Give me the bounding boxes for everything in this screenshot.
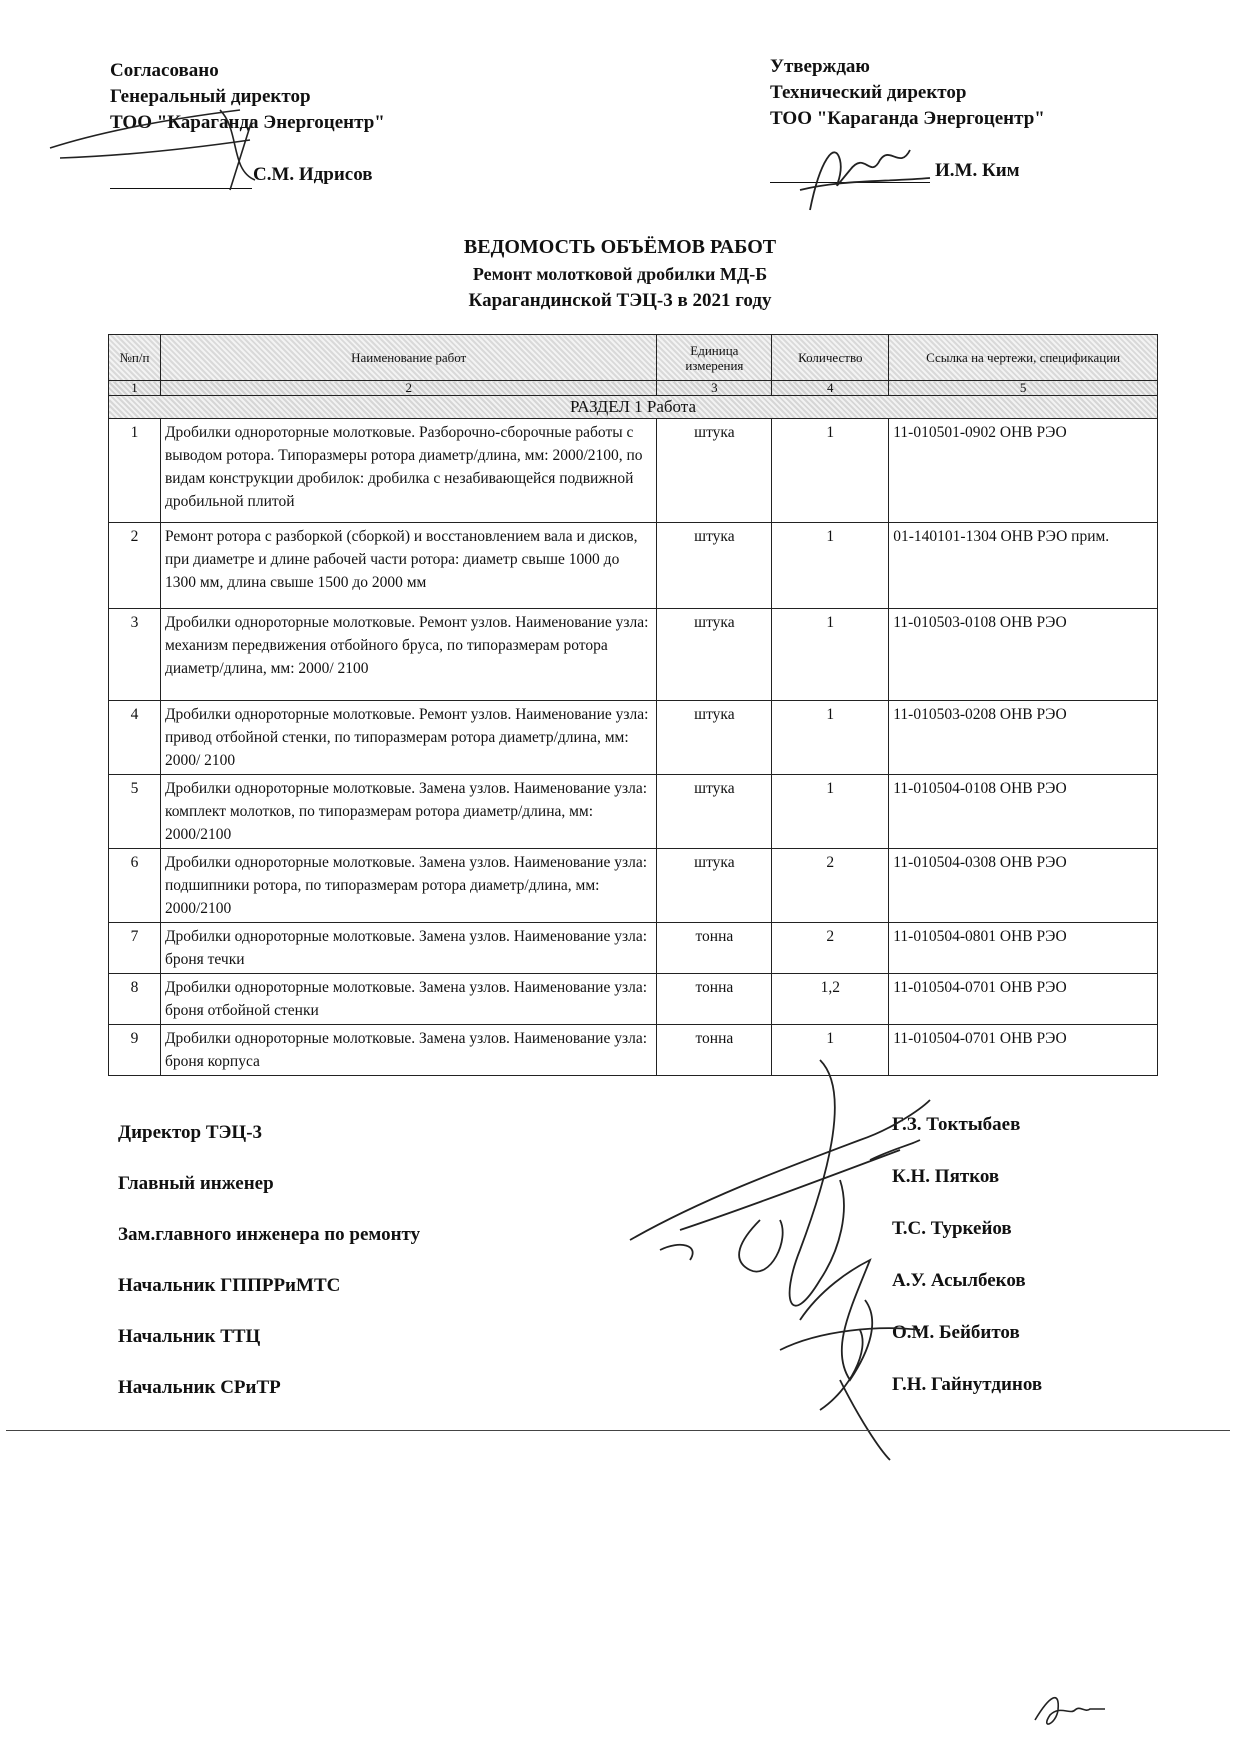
signatory-name: О.М. Бейбитов <box>892 1322 1020 1343</box>
row-quantity: 1 <box>772 1025 889 1076</box>
row-unit: штука <box>657 609 772 701</box>
row-unit: штука <box>657 419 772 523</box>
row-unit: штука <box>657 523 772 609</box>
signer-right: И.М. Ким <box>935 160 1020 181</box>
approval-company: ТОО "Караганда Энергоцентр" <box>770 108 1045 129</box>
row-quantity: 1 <box>772 775 889 849</box>
table-row <box>109 923 1158 974</box>
header-unit: Единица измерения <box>657 335 772 381</box>
page-divider <box>6 1430 1230 1431</box>
row-number: 9 <box>109 1025 161 1076</box>
table-row <box>109 974 1158 1025</box>
row-reference: 11-010503-0208 ОНВ РЭО <box>889 701 1158 775</box>
approval-company: ТОО "Караганда Энергоцентр" <box>110 112 385 133</box>
row-quantity: 1,2 <box>772 974 889 1025</box>
row-reference: 11-010504-0701 ОНВ РЭО <box>889 974 1158 1025</box>
header-reference: Ссылка на чертежи, спецификации <box>889 335 1158 381</box>
signatory-position: Главный инженер <box>118 1173 274 1194</box>
header-quantity: Количество <box>772 335 889 381</box>
signatory-position: Начальник ГППРРиМТС <box>118 1275 341 1296</box>
row-work-name: Дробилки однороторные молотковые. Ремонт узлов. Наименование узла: привод отбойной стенки, по типоразмерам ротора диаметр/длина, мм: 2000/ 2100 <box>160 701 656 775</box>
signatory-name: Т.С. Туркейов <box>892 1218 1012 1239</box>
row-unit: тонна <box>657 923 772 974</box>
row-work-name: Дробилки однороторные молотковые. Замена узлов. Наименование узла: комплект молотков, по типоразмерам ротора диаметр/длина, мм: 2000/2100 <box>160 775 656 849</box>
row-unit: штука <box>657 849 772 923</box>
row-number: 6 <box>109 849 161 923</box>
document-subtitle-2: Карагандинской ТЭЦ-3 в 2021 году <box>468 290 772 311</box>
approval-position: Технический директор <box>770 82 967 103</box>
header-number: №п/п <box>109 335 161 381</box>
approval-label: Утверждаю <box>770 56 870 77</box>
page-initials <box>1030 1685 1110 1735</box>
row-number: 4 <box>109 701 161 775</box>
row-unit: тонна <box>657 1025 772 1076</box>
signatory-name: К.Н. Пятков <box>892 1166 1000 1187</box>
row-work-name: Дробилки однороторные молотковые. Замена узлов. Наименование узла: броня течки <box>160 923 656 974</box>
row-number: 2 <box>109 523 161 609</box>
table-row <box>109 609 1158 701</box>
row-quantity: 2 <box>772 849 889 923</box>
row-unit: штука <box>657 701 772 775</box>
row-unit: штука <box>657 775 772 849</box>
row-work-name: Дробилки однороторные молотковые. Разборочно-сборочные работы с выводом ротора. Типоразмеры ротора диаметр/длина, мм: 2000/2100, по видам конструкции дробилок: дробилка с незабивающейся подвижной дробильной плитой <box>160 419 656 523</box>
row-quantity: 1 <box>772 701 889 775</box>
document-subtitle: Ремонт молотковой дробилки МД-Б <box>472 264 768 284</box>
row-number: 1 <box>109 419 161 523</box>
row-work-name: Дробилки однороторные молотковые. Замена узлов. Наименование узла: подшипники ротора, по типоразмерам ротора диаметр/длина, мм: 2000/2100 <box>160 849 656 923</box>
row-reference: 01-140101-1304 ОНВ РЭО прим. <box>889 523 1158 609</box>
table-row <box>109 419 1158 523</box>
table-col-number-row <box>109 381 1158 396</box>
approval-label: Согласовано <box>110 60 219 81</box>
col-number: 2 <box>160 381 656 396</box>
signer-left: С.М. Идрисов <box>253 164 373 185</box>
row-reference: 11-010503-0108 ОНВ РЭО <box>889 609 1158 701</box>
signatures-footer <box>620 1050 950 1470</box>
signature-right <box>780 120 940 220</box>
col-number: 3 <box>657 381 772 396</box>
table-header-row <box>109 335 1158 381</box>
row-reference: 11-010504-0108 ОНВ РЭО <box>889 775 1158 849</box>
row-work-name: Ремонт ротора с разборкой (сборкой) и восстановлением вала и дисков, при диаметре и длине рабочей части ротора: диаметр свыше 1000 до 1300 мм, длина свыше 1500 до 2000 мм <box>160 523 656 609</box>
row-unit: тонна <box>657 974 772 1025</box>
work-volume-table <box>108 334 1158 1076</box>
row-reference: 11-010504-0801 ОНВ РЭО <box>889 923 1158 974</box>
col-number: 1 <box>109 381 161 396</box>
header-work-name: Наименование работ <box>160 335 656 381</box>
col-number: 5 <box>889 381 1158 396</box>
table-row <box>109 701 1158 775</box>
row-reference: 11-010501-0902 ОНВ РЭО <box>889 419 1158 523</box>
row-quantity: 1 <box>772 523 889 609</box>
row-work-name: Дробилки однороторные молотковые. Замена узлов. Наименование узла: броня корпуса <box>160 1025 656 1076</box>
row-work-name: Дробилки однороторные молотковые. Ремонт узлов. Наименование узла: механизм передвижения отбойного бруса, по типоразмерам ротора диаметр/длина, мм: 2000/ 2100 <box>160 609 656 701</box>
row-reference: 11-010504-0308 ОНВ РЭО <box>889 849 1158 923</box>
table-row <box>109 849 1158 923</box>
document-title: ВЕДОМОСТЬ ОБЪЁМОВ РАБОТ <box>463 236 777 258</box>
col-number: 4 <box>772 381 889 396</box>
signature-left <box>40 80 280 200</box>
section-row <box>109 396 1158 419</box>
row-number: 3 <box>109 609 161 701</box>
row-quantity: 2 <box>772 923 889 974</box>
signatory-position: Директор ТЭЦ-3 <box>118 1122 263 1143</box>
signatory-name: Г.Н. Гайнутдинов <box>892 1374 1043 1395</box>
signatory-position: Начальник СРиТР <box>118 1377 281 1398</box>
row-reference: 11-010504-0701 ОНВ РЭО <box>889 1025 1158 1076</box>
row-work-name: Дробилки однороторные молотковые. Замена узлов. Наименование узла: броня отбойной стенки <box>160 974 656 1025</box>
signatory-position: Зам.главного инженера по ремонту <box>118 1224 421 1245</box>
signatory-name: Г.З. Токтыбаев <box>892 1114 1021 1135</box>
row-number: 5 <box>109 775 161 849</box>
signatory-name: А.У. Асылбеков <box>892 1270 1026 1291</box>
table-row <box>109 523 1158 609</box>
section-title: РАЗДЕЛ 1 Работа <box>109 396 1158 419</box>
row-number: 8 <box>109 974 161 1025</box>
row-number: 7 <box>109 923 161 974</box>
row-quantity: 1 <box>772 419 889 523</box>
row-quantity: 1 <box>772 609 889 701</box>
table-row <box>109 775 1158 849</box>
approval-position: Генеральный директор <box>110 86 311 107</box>
signatory-position: Начальник ТТЦ <box>118 1326 261 1347</box>
